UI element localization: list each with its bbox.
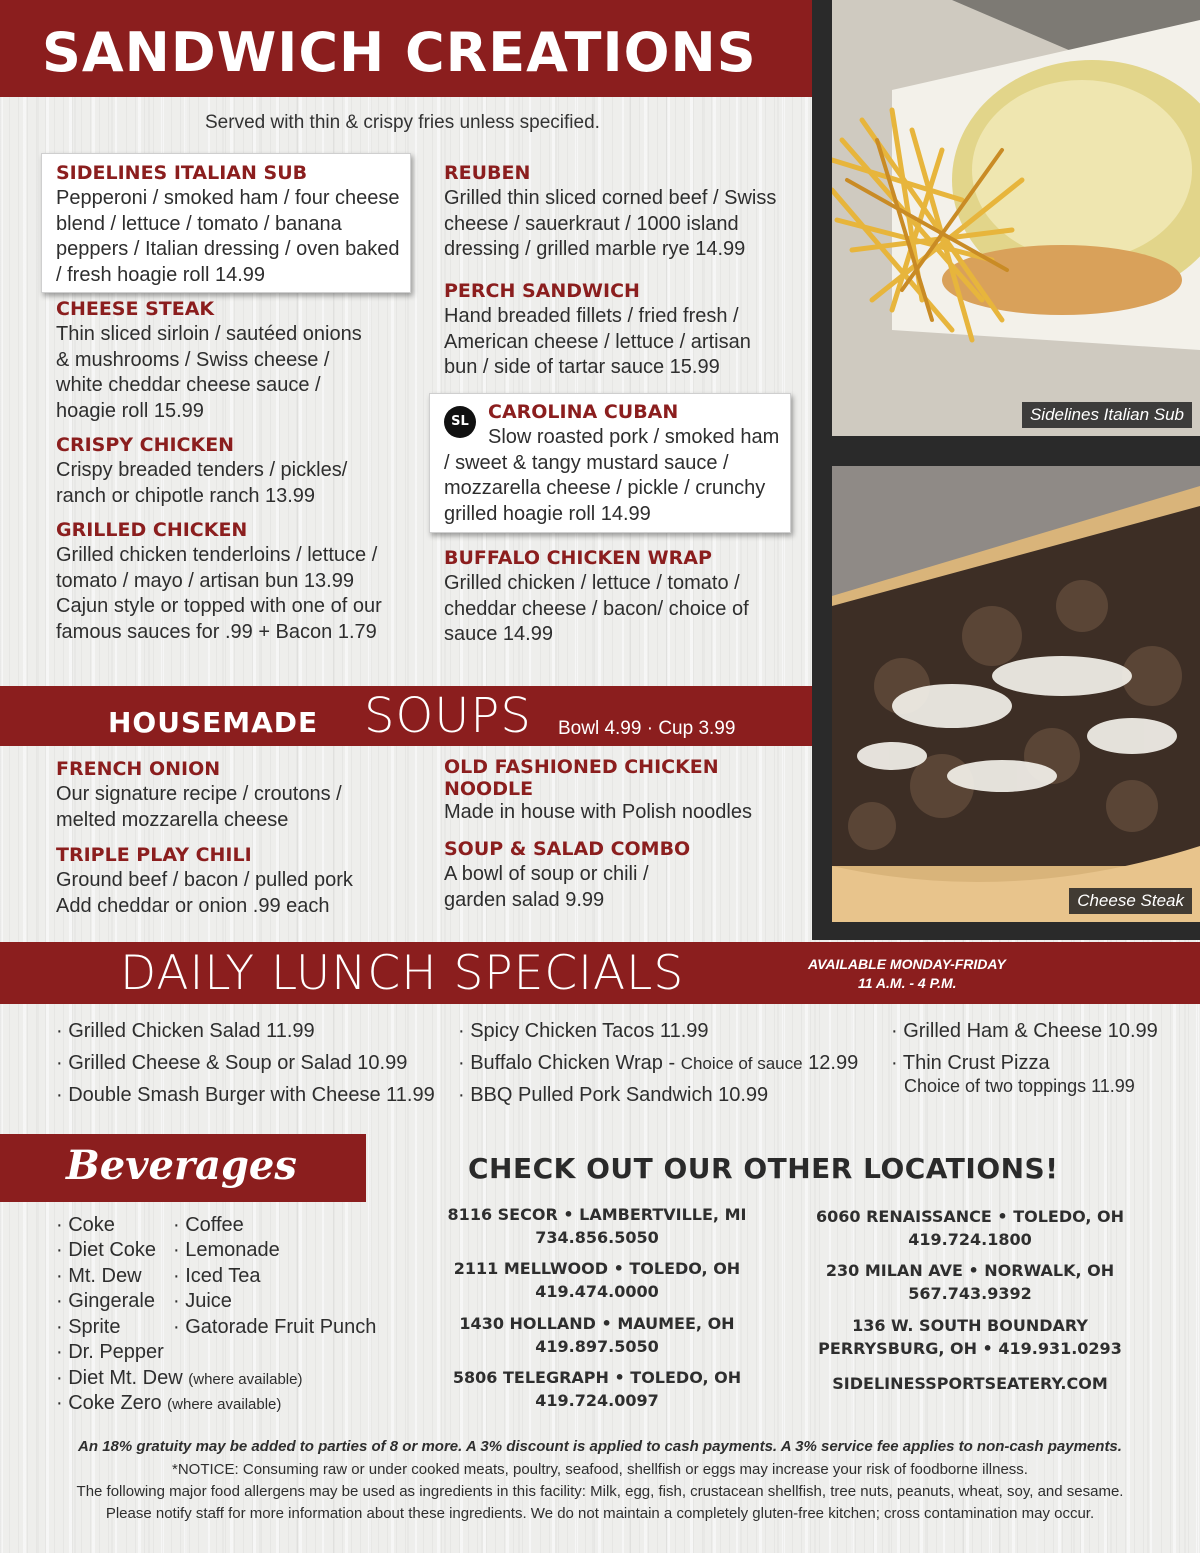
menu-item-italian-sub <box>56 160 401 288</box>
location-milan-ave <box>800 1259 1140 1305</box>
foodborne-notice: *NOTICE: Consuming raw or under cooked meats, poultry, seafood, shellfish or eggs may increase your risk of foodborne illness. <box>172 1461 1028 1478</box>
menu-item-desc: Grilled chicken tenderloins / lettuce / tomato / mayo / artisan bun 13.99 Cajun style or topped with one of our famous sauces for .99 + Bacon 1.79 <box>56 544 382 643</box>
menu-item-french-onion <box>56 756 386 833</box>
location-phone: PERRYSBURG, OH • 419.931.0293 <box>818 1339 1122 1358</box>
menu-item-desc: A bowl of soup or chili / garden salad 9.99 <box>444 863 649 911</box>
soups-header-band <box>0 686 812 746</box>
beverage-item: · Coke <box>56 1214 115 1236</box>
soups-title-soups: SOUPS <box>364 688 532 744</box>
lunch-item-buffalo-wrap <box>458 1052 858 1075</box>
menu-item-name: CAROLINA CUBAN <box>488 401 679 423</box>
menu-item-cheese-steak <box>56 296 371 424</box>
location-phone: 419.897.5050 <box>535 1337 659 1356</box>
beverage-item: · Gingerale <box>56 1290 155 1312</box>
photo-caption: Cheese Steak <box>1069 888 1192 914</box>
lunch-item-note: Choice of two toppings 11.99 <box>904 1076 1135 1096</box>
lunch-item-note: Choice of sauce <box>680 1054 803 1073</box>
lunch-item: · BBQ Pulled Pork Sandwich 10.99 <box>458 1084 769 1106</box>
beverage-item: · Juice <box>173 1290 232 1312</box>
menu-item-carolina-cuban <box>444 399 784 527</box>
beverages-header-band <box>0 1134 366 1202</box>
lunch-availability-hours: 11 A.M. - 4 P.M. <box>858 975 957 991</box>
beverage-item: · Mt. Dew <box>56 1265 142 1287</box>
photo-cheese-steak <box>832 466 1200 922</box>
location-telegraph <box>440 1366 754 1412</box>
lunch-item: · Spicy Chicken Tacos 11.99 <box>458 1020 709 1042</box>
location-address: 5806 TELEGRAPH • TOLEDO, OH <box>452 1368 742 1387</box>
gluten-notice: Please notify staff for more information about these ingredients. We do not maintain a completely gluten-free kitchen; cross contamination may occur. <box>105 1505 1095 1522</box>
menu-item-name: PERCH SANDWICH <box>444 280 640 302</box>
sandwich-header-band <box>0 0 812 97</box>
location-phone: 734.856.5050 <box>535 1228 659 1247</box>
lunch-item-name: · Buffalo Chicken Wrap - <box>458 1052 681 1074</box>
location-holland <box>440 1312 754 1358</box>
location-lambertville <box>440 1203 754 1249</box>
lunch-item: · Grilled Ham & Cheese 10.99 <box>891 1020 1158 1042</box>
menu-item-desc: Our signature recipe / croutons / melted mozzarella cheese <box>56 783 342 831</box>
menu-item-name: REUBEN <box>444 162 531 184</box>
beverage-item-coke-zero <box>56 1391 281 1418</box>
availability-note: (where available) <box>188 1371 303 1388</box>
beverage-item: · Sprite <box>56 1316 121 1338</box>
photo-italian-sub <box>832 0 1200 436</box>
allergen-notice: The following major food allergens may be used as ingredients in this facility: Milk, egg, fish, crustacean shellfish, tree nuts, peanuts, wheat, soy, and sesame. <box>76 1483 1124 1500</box>
lunch-header-band <box>0 942 1200 1004</box>
beverage-item: · Gatorade Fruit Punch <box>173 1316 377 1338</box>
location-address: 8116 SECOR • LAMBERTVILLE, MI <box>447 1205 747 1224</box>
lunch-availability-days: AVAILABLE MONDAY-FRIDAY <box>808 956 1006 972</box>
menu-item-desc: Made in house with Polish noodles <box>444 801 752 823</box>
lunch-item: · Thin Crust Pizza <box>891 1052 1050 1074</box>
photo-caption: Sidelines Italian Sub <box>1022 402 1192 428</box>
sl-logo-text: SL <box>451 414 469 429</box>
menu-item-desc: Hand breaded fillets / fried fresh / American cheese / lettuce / artisan bun / side of tartar sauce 15.99 <box>444 305 751 378</box>
menu-item-name: GRILLED CHICKEN <box>56 519 248 541</box>
beverage-item: · Coffee <box>173 1214 244 1236</box>
menu-item-chicken-noodle <box>444 756 764 826</box>
location-address: 2111 MELLWOOD • TOLEDO, OH <box>453 1259 741 1278</box>
menu-item-grilled-chicken <box>56 517 391 645</box>
menu-item-perch-sandwich <box>444 278 789 381</box>
menu-item-name: SIDELINES ITALIAN SUB <box>56 162 308 184</box>
location-address: 230 MILAN AVE • NORWALK, OH <box>825 1261 1115 1280</box>
gratuity-note: An 18% gratuity may be added to parties of 8 or more. A 3% discount is applied to cash payments. A 3% service fee applies to non-cash payments. <box>78 1438 1122 1455</box>
beverage-item: · Iced Tea <box>173 1265 261 1287</box>
location-perrysburg <box>800 1314 1140 1360</box>
location-phone: 419.724.0097 <box>535 1391 659 1410</box>
beverage-item: · Lemonade <box>173 1239 280 1261</box>
location-phone: 419.724.1800 <box>908 1230 1032 1249</box>
menu-item-name: TRIPLE PLAY CHILI <box>56 844 252 866</box>
beverage-name: · Coke Zero <box>56 1392 162 1414</box>
location-address: 6060 RENAISSANCE • TOLEDO, OH <box>815 1207 1125 1226</box>
location-phone: 419.474.0000 <box>535 1282 659 1301</box>
lunch-item: · Double Smash Burger with Cheese 11.99 <box>56 1084 435 1106</box>
sandwich-subtitle: Served with thin & crispy fries unless specified. <box>205 112 600 133</box>
soups-title-housemade: HOUSEMADE <box>108 706 319 739</box>
menu-item-buffalo-chicken-wrap <box>444 545 774 648</box>
menu-item-desc: Slow roasted pork / smoked ham / sweet & tangy mustard sauce / mozzarella cheese / pickle / crunchy grilled hoagie roll 14.99 <box>444 426 780 525</box>
cheese-steak-image <box>832 466 1200 922</box>
location-phone: 567.743.9392 <box>908 1284 1032 1303</box>
menu-item-desc: Grilled chicken / lettuce / tomato / cheddar cheese / bacon/ choice of sauce 14.99 <box>444 572 749 645</box>
soups-prices: Bowl 4.99 · Cup 3.99 <box>558 718 736 739</box>
menu-item-name: OLD FASHIONED CHICKEN NOODLE <box>444 756 719 800</box>
menu-item-triple-play-chili <box>56 842 386 919</box>
menu-item-desc: Crispy breaded tenders / pickles/ ranch or chipotle ranch 13.99 <box>56 459 348 507</box>
menu-item-desc: Thin sliced sirloin / sautéed onions & mushrooms / Swiss cheese / white cheddar cheese sauce / hoagie roll 15.99 <box>56 323 362 422</box>
menu-item-soup-salad-combo <box>444 836 774 913</box>
beverage-item: · Diet Coke <box>56 1239 157 1261</box>
menu-item-name: SOUP & SALAD COMBO <box>444 838 691 860</box>
lunch-item-price: 12.99 <box>802 1052 859 1074</box>
menu-item-name: CHEESE STEAK <box>56 298 215 320</box>
menu-item-reuben <box>444 160 789 263</box>
menu-item-name: CRISPY CHICKEN <box>56 434 235 456</box>
beverage-item: · Dr. Pepper <box>56 1341 164 1363</box>
location-address: 136 W. SOUTH BOUNDARY <box>852 1316 1088 1335</box>
lunch-item: · Grilled Chicken Salad 11.99 <box>56 1020 315 1042</box>
lunch-item: · Grilled Cheese & Soup or Salad 10.99 <box>56 1052 408 1074</box>
menu-item-crispy-chicken <box>56 432 376 509</box>
beverage-item-diet-mt-dew <box>56 1366 302 1393</box>
menu-item-name: FRENCH ONION <box>56 758 221 780</box>
locations-title: CHECK OUT OUR OTHER LOCATIONS! <box>468 1152 1059 1185</box>
location-address: 1430 HOLLAND • MAUMEE, OH <box>459 1314 735 1333</box>
location-renaissance <box>800 1205 1140 1251</box>
beverage-name: · Diet Mt. Dew <box>56 1367 183 1389</box>
availability-note: (where available) <box>167 1396 282 1413</box>
sandwich-section-title: SANDWICH CREATIONS <box>42 21 757 84</box>
menu-item-name: BUFFALO CHICKEN WRAP <box>444 547 712 569</box>
lunch-section-title: DAILY LUNCH SPECIALS <box>120 946 685 1001</box>
menu-item-desc: Pepperoni / smoked ham / four cheese blend / lettuce / tomato / banana peppers / Italian dressing / oven baked / fresh hoagie roll 14.99 <box>56 187 400 286</box>
location-mellwood <box>440 1257 754 1303</box>
website-link[interactable]: SIDELINESSPORTSEATERY.COM <box>832 1374 1108 1393</box>
menu-item-desc: Grilled thin sliced corned beef / Swiss cheese / sauerkraut / 1000 island dressing / grilled marble rye 14.99 <box>444 187 777 260</box>
italian-sub-image <box>832 0 1200 436</box>
menu-item-desc: Ground beef / bacon / pulled pork Add cheddar or onion .99 each <box>56 869 353 917</box>
beverages-title: Beverages <box>66 1142 297 1189</box>
